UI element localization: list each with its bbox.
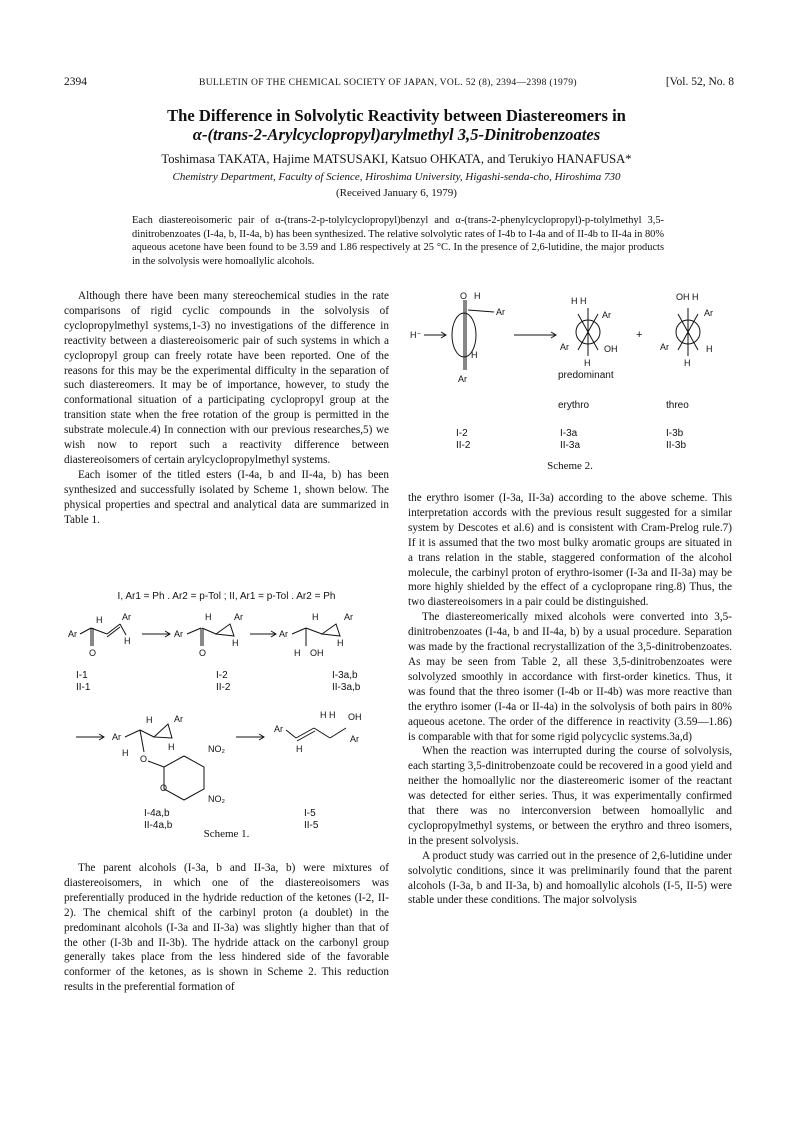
scheme-2-col1-labels: I-2 II-2	[456, 428, 471, 451]
svg-text:H: H	[96, 615, 103, 625]
abstract: Each diastereoisomeric pair of α-(trans-2-p-tolylcyclopropyl)benzyl and α-(trans-2-phenylcyclopropyl)-p-tolylmethyl 3,5-dinitrobenzoates (I-4a, b, II-4a, b) has been synthesized. The relative solvolytic rates of I-4b to I-4a and of II-4b to II-4a in 80% aqueous acetone have been found to be 3.59 and 1.86 respectively at 25 °C. In the presence of 2,6-lutidine, the major products in the solvolysis were homoallylic alcohols.	[132, 215, 664, 267]
svg-text:+: +	[636, 329, 643, 341]
svg-text:H: H	[312, 612, 319, 622]
paragraph: The parent alcohols (I-3a, b and II-3a, b) were mixtures of diastereoisomers, in which one of the diastereoisomers was preferentially produced in the hydride reduction of the ketones (I-2, II-2). The chemical shift of the carbinyl proton (a doublet) in the predominant alcohols (I-3a and II-3a) was slightly higher than that of the other (I-3b and II-3b). The hydride attack on the carbonyl group generally takes place from the less hindered side of the favorable conformer of the ketones, as is shown in Scheme 2. This reduction results in the preferential formation of	[64, 862, 389, 994]
svg-text:H: H	[232, 638, 239, 648]
svg-text:H: H	[168, 742, 175, 752]
scheme-2-drawing	[408, 290, 732, 400]
paragraph: When the reaction was interrupted during the course of solvolysis, each starting 3,5-dinitrobenzoate could be recovered in a good yield and neither the homoallylic nor the diastereomeric isomer of the reactant was detected for either series. Thus, it was experimentally confirmed that there was no interconversion between homoallylic and cyclopropylmethyl systems, or between the erythro and threo isomers, in the present solvolysis.	[408, 745, 732, 847]
svg-text:Ar: Ar	[350, 734, 359, 744]
svg-text:O: O	[160, 783, 168, 793]
svg-text:OH: OH	[348, 712, 362, 722]
scheme-2	[408, 290, 732, 475]
paragraph: Each isomer of the titled esters (I-4a, b and II-4a, b) has been synthesized and successfully isolated by Scheme 1, shown below. The physical properties and spectral and analytical data are summarized in Table 1.	[64, 468, 389, 526]
svg-text:H: H	[584, 358, 591, 368]
scheme-1-label-c5: I-5 II-5	[304, 808, 319, 831]
svg-text:Ar: Ar	[234, 612, 243, 622]
affiliation: Chemistry Department, Faculty of Science, Hiroshima University, Higashi-senda-cho, Hiroshima 730	[172, 171, 621, 183]
svg-text:H: H	[337, 638, 344, 648]
svg-text:H: H	[471, 350, 478, 360]
svg-text:Ar: Ar	[174, 629, 183, 639]
svg-text:H: H	[706, 344, 713, 354]
svg-text:H: H	[122, 748, 129, 758]
svg-text:H: H	[294, 648, 301, 658]
svg-text:H: H	[684, 358, 691, 368]
svg-text:Ar: Ar	[174, 714, 183, 724]
svg-text:Ar: Ar	[602, 310, 611, 320]
svg-text:NO₂: NO₂	[208, 794, 225, 804]
page-number: 2394	[64, 76, 87, 88]
paragraph: The diastereomerically mixed alcohols were converted into 3,5-dinitrobenzoates (I-4a, b and II-4a, b) by a usual procedure. Separation was made by the fractional recrystallization of the 3,5-dinitrobenzoates. As may be seen from Table 2, all these 3,5-dinitrobenzoates were solvolyzed smoothly in accordance with first-order kinetics. Thus, it was found that the threo isomer (I-4b or II-4b) was more reactive than the erythro isomer (I-4a or II-4a) in the solvolysis of both pairs in 80% aqueous acetone. The order of the difference in reactivity (3.59—1.86) is comparable with that for some rigid polycyclic systems.3a,d)	[408, 611, 732, 743]
svg-text:O: O	[89, 648, 97, 658]
svg-text:O: O	[460, 291, 468, 301]
svg-text:Ar: Ar	[274, 724, 283, 734]
left-column-lower	[64, 861, 389, 995]
volume-label: [Vol. 52, No. 8	[665, 76, 734, 88]
svg-text:Ar: Ar	[112, 732, 121, 742]
svg-text:Ar: Ar	[560, 342, 569, 352]
predominant-label: predominant	[558, 370, 614, 381]
running-header	[64, 76, 734, 92]
svg-text:H: H	[205, 612, 212, 622]
left-column-intro	[64, 289, 389, 528]
scheme-1	[64, 588, 389, 846]
svg-text:H: H	[146, 715, 153, 725]
received-date: (Received January 6, 1979)	[336, 187, 457, 199]
erythro-label: erythro	[558, 400, 590, 411]
svg-text:H: H	[296, 744, 303, 754]
svg-text:Ar: Ar	[496, 307, 505, 317]
svg-text:NO₂: NO₂	[208, 744, 225, 754]
scheme-1-label-c2: I-2 II-2	[216, 670, 231, 693]
scheme-1-label-c4: I-4a,b II-4a,b	[144, 808, 173, 831]
paragraph: the erythro isomer (I-3a, II-3a) according to the above scheme. This interpretation accords with the previous result suggested for a similar system by Descotes et al.6) and is consistent with Cram-Prelog rule.7) If it is assumed that the two most bulky aromatic groups are situated in a trans relation in the stable, staggered conformation of the alcohol molecule, the carbinyl proton of erythro-isomer (I-3a and II-3a) may be more highly shielded by the effect of a cyclopropane ring.8) Thus, the two diastereoisomers in a pair could be distinguished.	[408, 492, 732, 609]
scheme-1-label-c3: I-3a,b II-3a,b	[332, 670, 361, 693]
svg-text:OH: OH	[310, 648, 324, 658]
svg-text:OH H: OH H	[676, 292, 699, 302]
svg-text:Ar: Ar	[704, 308, 713, 318]
scheme-2-col3-labels: I-3b II-3b	[666, 428, 687, 451]
svg-text:Ar: Ar	[279, 629, 288, 639]
scheme-2-col2-labels: I-3a II-3a	[560, 428, 581, 451]
svg-text:O: O	[199, 648, 207, 658]
paragraph: A product study was carried out in the presence of 2,6-lutidine under solvolytic conditions, since it was preliminarily found that the parent alcohols (I-3a, b and II-3a, b) and homoallylic alcohols (I-5, II-5) were stable under these conditions. The major solvolysis	[408, 849, 732, 907]
title-line-1: The Difference in Solvolytic Reactivity between Diastereomers in	[167, 106, 626, 125]
svg-text:H H: H H	[571, 296, 587, 306]
scheme-1-label-c1: I-1 II-1	[76, 670, 91, 693]
svg-text:H: H	[474, 291, 481, 301]
scheme-1-legend: I, Ar1 = Ph . Ar2 = p-Tol ; II, Ar1 = p-Tol . Ar2 = Ph	[117, 591, 336, 602]
paragraph: Although there have been many stereochemical studies in the rate comparisons of rigid cyclic compounds in the solvolysis of cyclopropylmethyl systems,1-3) no investigations of the difference in reactivity between a diastereoisomeric pair of such systems in which a cyclopropyl group can freely rotate have been reported. One of the reasons for this may be the experimental difficulty in the separation of such diastereomers. It may be of importance, however, to study the conformational situation of a participating cyclopropyl group at the transition state when the free rotation of the group is permitted in the substrate molecule.4) In connection with our previous researches,5) we wish now to report such a reactivity difference between diastereoisomers of certain arylcyclopropylmethyl systems.	[64, 290, 389, 466]
scheme-1-caption: Scheme 1.	[203, 828, 250, 840]
svg-text:Ar: Ar	[660, 342, 669, 352]
scheme-2-caption: Scheme 2.	[547, 460, 593, 472]
svg-text:Ar: Ar	[122, 612, 131, 622]
svg-text:O: O	[140, 754, 148, 764]
title-line-2: α-(trans-2-Arylcyclopropyl)arylmethyl 3,5-Dinitrobenzoates	[192, 125, 601, 144]
svg-text:Ar: Ar	[458, 374, 467, 384]
svg-text:OH: OH	[604, 344, 618, 354]
svg-text:H⁻: H⁻	[410, 330, 422, 340]
author-list: Toshimasa TAKATA, Hajime MATSUSAKI, Katsuo OHKATA, and Terukiyo HANAFUSA*	[161, 152, 632, 166]
svg-text:Ar: Ar	[344, 612, 353, 622]
right-column	[408, 491, 732, 908]
article-title	[40, 106, 753, 144]
scheme-1-drawing	[64, 606, 389, 846]
journal-citation: BULLETIN OF THE CHEMICAL SOCIETY OF JAPAN, VOL. 52 (8), 2394—2398 (1979)	[199, 77, 577, 88]
svg-text:H: H	[124, 636, 131, 646]
svg-text:H H: H H	[320, 710, 336, 720]
svg-text:Ar: Ar	[68, 629, 77, 639]
threo-label: threo	[666, 400, 689, 411]
